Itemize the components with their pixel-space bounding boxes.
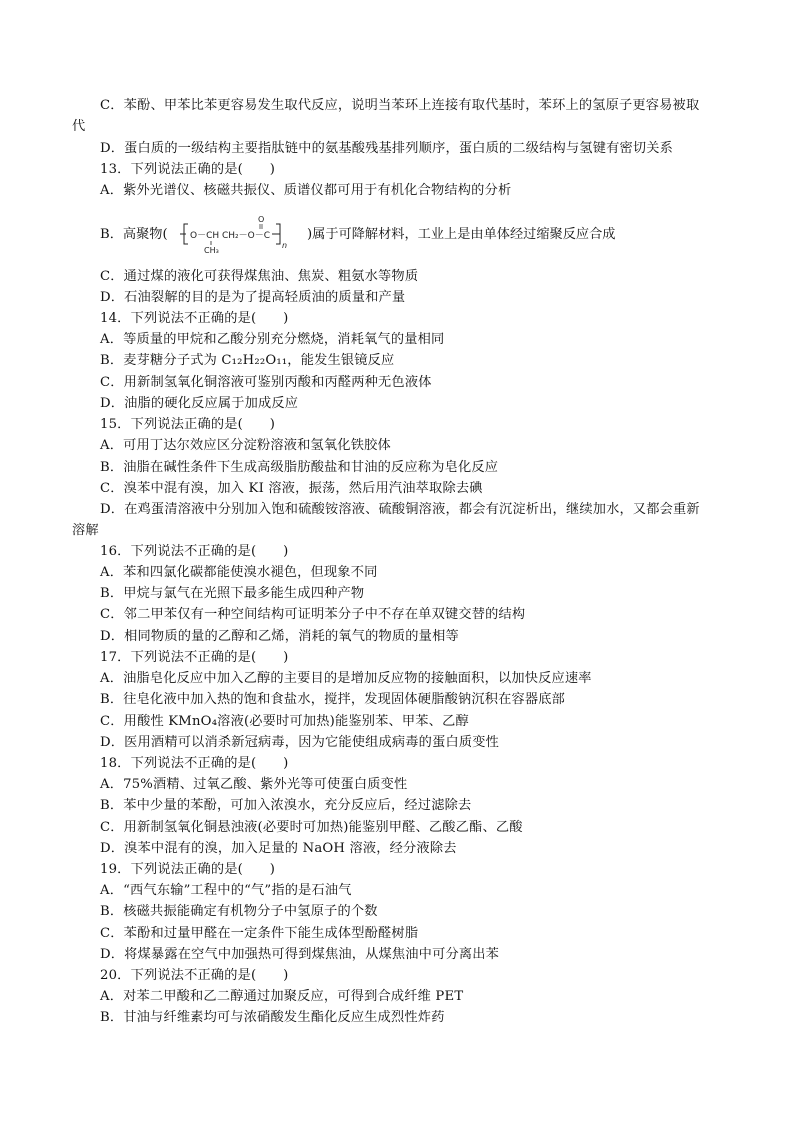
option-17d: D．医用酒精可以消杀新冠病毒，因为它能使组成病毒的蛋白质变性	[100, 735, 500, 750]
question-20: 20．下列说法不正确的是( )	[100, 968, 289, 983]
option-12d: D．蛋白质的一级结构主要指肽链中的氨基酸残基排列顺序，蛋白质的二级结构与氢键有密切关系	[100, 141, 674, 156]
option-18b: B．苯中少量的苯酚，可加入浓溴水，充分反应后，经过滤除去	[100, 798, 472, 813]
option-13a: A．紫外光谱仪、核磁共振仪、质谱仪都可用于有机化合物结构的分析	[100, 183, 512, 198]
option-15b: B．油脂在碱性条件下生成高级脂肪酸盐和甘油的反应称为皂化反应	[100, 460, 499, 475]
option-20a: A．对苯二甲酸和乙二醇通过加聚反应，可得到合成纤维 PET	[100, 989, 464, 1004]
option-17c: C．用酸性 KMnO₄溶液(必要时可加热)能鉴别苯、甲苯、乙醇	[100, 714, 469, 729]
option-13b-suffix: )属于可降解材料，工业上是由单体经过缩聚反应合成	[307, 227, 616, 242]
option-17b: B．往皂化液中加入热的饱和食盐水，搅拌，发现固体硬脂酸钠沉积在容器底部	[100, 692, 566, 707]
option-14b: B．麦芽糖分子式为 C₁₂H₂₂O₁₁，能发生银镜反应	[100, 353, 395, 368]
option-14c: C．用新制氢氧化铜溶液可鉴别丙酸和丙醛两种无色液体	[100, 375, 432, 390]
option-17a: A．油脂皂化反应中加入乙醇的主要目的是增加反应物的接触面积，以加快反应速率	[100, 671, 592, 686]
option-16c: C．邻二甲苯仅有一种空间结构可证明苯分子中不存在单双键交替的结构	[100, 607, 526, 622]
option-13b	[100, 214, 750, 254]
option-16a: A．苯和四氯化碳都能使溴水褪色，但现象不同	[100, 565, 378, 580]
option-19a: A．“西气东输”工程中的“气”指的是石油气	[100, 883, 352, 898]
option-15d: D．在鸡蛋清溶液中分别加入饱和硫酸铵溶液、硫酸铜溶液，都会有沉淀析出，继续加水，又都会重新	[100, 502, 700, 517]
question-13: 13．下列说法正确的是( )	[100, 162, 276, 177]
option-12c: C．苯酚、甲苯比苯更容易发生取代反应，说明当苯环上连接有取代基时，苯环上的氢原子更容易被取	[100, 98, 700, 113]
option-18c: C．用新制氢氧化铜悬浊液(必要时可加热)能鉴别甲醛、乙酸乙酯、乙酸	[100, 820, 523, 835]
question-16: 16．下列说法不正确的是( )	[100, 544, 289, 559]
methyl-group-text: CH₃	[204, 246, 219, 254]
option-13c: C．通过煤的液化可获得煤焦油、焦炭、粗氨水等物质	[100, 269, 419, 284]
question-19: 19．下列说法正确的是( )	[100, 862, 276, 877]
question-14: 14．下列说法不正确的是( )	[100, 311, 289, 326]
option-13d: D．石油裂解的目的是为了提高轻质油的质量和产量	[100, 290, 406, 305]
question-15: 15．下列说法正确的是( )	[100, 417, 276, 432]
option-19c: C．苯酚和过量甲醛在一定条件下能生成体型酚醛树脂	[100, 926, 419, 941]
repeat-subscript-text: n	[282, 241, 288, 250]
option-20b: B．甘油与纤维素均可与浓硝酸发生酯化反应生成烈性炸药	[100, 1010, 445, 1025]
option-15a: A．可用丁达尔效应区分淀粉溶液和氢氧化铁胶体	[100, 438, 391, 453]
option-19d: D．将煤暴露在空气中加强热可得到煤焦油，从煤焦油中可分离出苯	[100, 947, 500, 962]
polymer-structure-formula	[180, 214, 310, 254]
option-18d: D．溴苯中混有的溴，加入足量的 NaOH 溶液，经分液除去	[100, 841, 457, 856]
carbonyl-oxygen-text: O	[258, 215, 265, 224]
polymer-chain-text: O－CH CH₂－O－C	[190, 231, 271, 241]
option-19b: B．核磁共振能确定有机物分子中氢原子的个数	[100, 904, 378, 919]
option-16b: B．甲烷与氯气在光照下最多能生成四种产物	[100, 586, 365, 601]
option-14d: D．油脂的硬化反应属于加成反应	[100, 396, 299, 411]
option-18a: A．75%酒精、过氧乙酸、紫外光等可使蛋白质变性	[100, 777, 408, 792]
option-14a: A．等质量的甲烷和乙酸分别充分燃烧，消耗氧气的量相同	[100, 332, 445, 347]
option-15c: C．溴苯中混有溴，加入 KI 溶液，振荡，然后用汽油萃取除去碘	[100, 481, 483, 496]
question-18: 18．下列说法不正确的是( )	[100, 756, 289, 771]
option-15d-cont: 溶解	[72, 523, 99, 538]
option-12c-cont: 代	[72, 119, 86, 134]
option-16d: D．相同物质的量的乙醇和乙烯，消耗的氧气的物质的量相等	[100, 629, 459, 644]
question-17: 17．下列说法不正确的是( )	[100, 650, 289, 665]
option-13b-prefix: B．高聚物(	[100, 227, 168, 242]
